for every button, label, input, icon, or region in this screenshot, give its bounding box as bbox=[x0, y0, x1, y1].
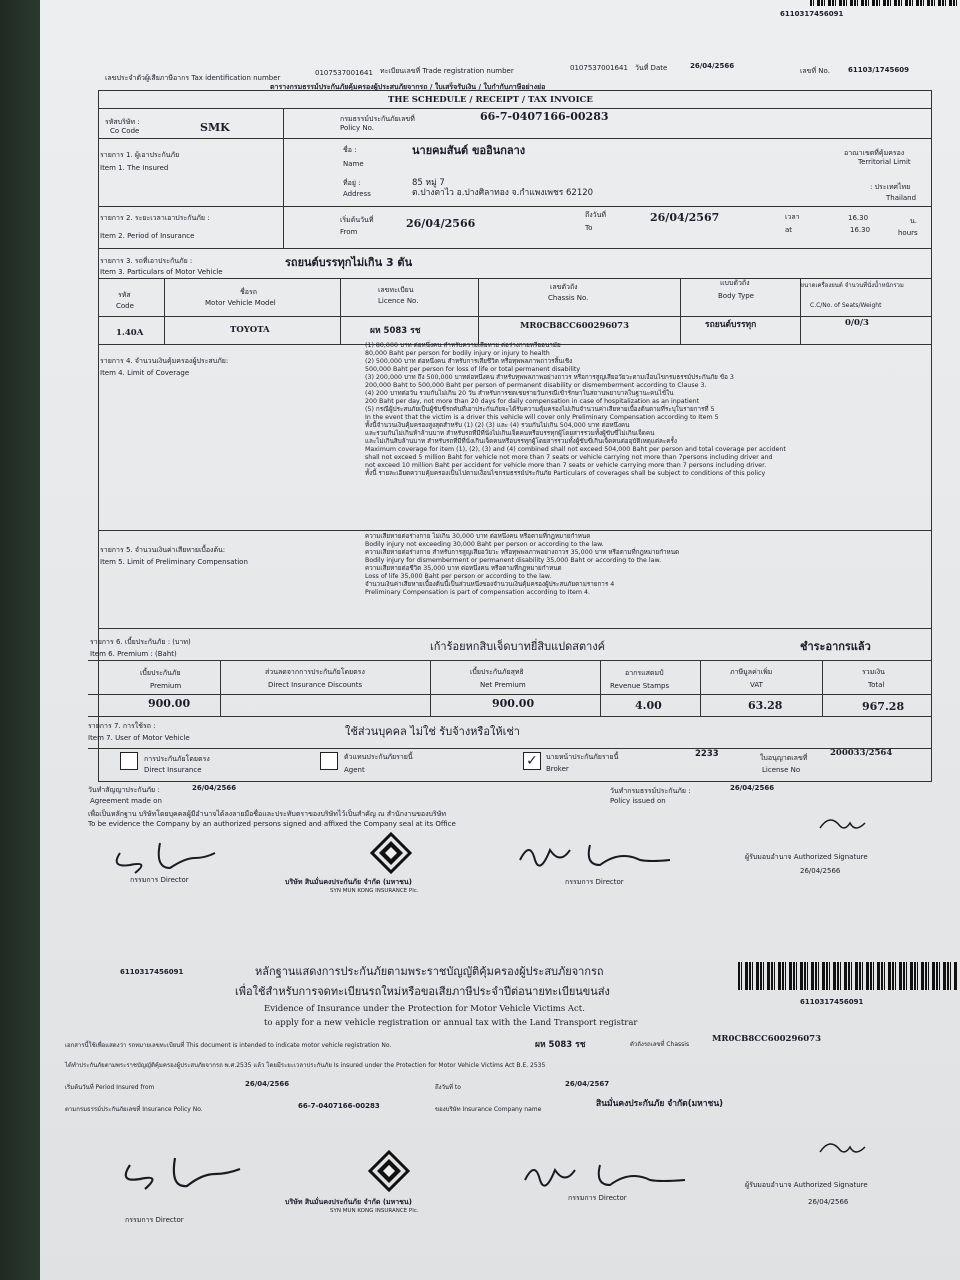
time-to: 16.30 bbox=[850, 226, 871, 234]
vehicle-col-header-engine-en: C.C/No. of Seats/Weight bbox=[810, 302, 882, 309]
territory-country-en: Thailand bbox=[886, 194, 917, 202]
broker-label-th: นายหน้าประกันภัยรายนี้ bbox=[546, 753, 619, 761]
direct-insurance-label-th: การประกันภัยโดยตรง bbox=[144, 755, 210, 763]
divider bbox=[283, 108, 284, 138]
item4-label-en: Item 4. Limit of Coverage bbox=[100, 369, 190, 377]
vehicle-col-header-licence-en: Licence No. bbox=[378, 297, 419, 305]
agreement-made-label-th: วันทำสัญญาประกันภัย : bbox=[88, 786, 160, 794]
coverage-line: (5) กรณีผู้ประสบภัยเป็นผู้ขับขี่รถคันที่เอาประกันภัยจะได้รับความคุ้มครองไม่เกินจำนวนค่าเสียหายเบื้องต้นตามที่ระบุในรายการที่ 5 bbox=[365, 406, 715, 413]
time-from: 16.30 bbox=[848, 214, 869, 222]
coverage-line: (1) 80,000 บาท ต่อหนึ่งคน สำหรับความเสียหาย ต่อร่างกายหรืออนามัย bbox=[365, 342, 561, 349]
vat-col-header-en: VAT bbox=[750, 681, 763, 689]
time-unit-th: น. bbox=[910, 217, 918, 225]
vat-value: 63.28 bbox=[748, 699, 783, 712]
policy-no-label-en: Policy No. bbox=[340, 124, 374, 132]
divider bbox=[283, 206, 284, 248]
header-date: 26/04/2566 bbox=[690, 62, 735, 70]
preliminary-line: Bodily injury for dismemberment or permanent disability 35,000 Baht or according to the law. bbox=[365, 557, 662, 564]
broker-checkbox[interactable] bbox=[523, 752, 541, 770]
director-signature-2 bbox=[510, 830, 690, 880]
territory-label-en: Territorial Limit bbox=[858, 158, 911, 166]
address-line-2: ต.ปางตาไว อ.ปางศิลาทอง จ.กำแพงเพชร 62120 bbox=[412, 188, 594, 198]
item6-label-th: รายการ 6. เบี้ยประกันภัย : (บาท) bbox=[90, 638, 191, 646]
cert-registration-value: ผห 5083 รช bbox=[535, 1040, 586, 1050]
divider bbox=[98, 530, 932, 531]
vehicle-col-header-engine-th: ขนาดเครื่องยนต์ จำนวนที่นั่งน้ำหนักรวม bbox=[800, 282, 904, 289]
net-premium-col-header-en: Net Premium bbox=[480, 681, 526, 689]
cert-authorized-signature-label: ผู้รับมอบอำนาจ Authorized Signature bbox=[745, 1181, 868, 1189]
co-code-label-th: รหัสบริษัท : bbox=[105, 118, 140, 126]
item1-label-en: Item 1. The Insured bbox=[100, 164, 169, 172]
director-label-2: กรรมการ Director bbox=[565, 878, 624, 886]
divider bbox=[478, 278, 479, 344]
vehicle-use: ใช้ส่วนบุคคล ไม่ใช่ รับจ้างหรือให้เช่า bbox=[345, 725, 520, 738]
divider bbox=[680, 278, 681, 344]
vehicle-col-header-licence-th: เลขทะเบียน bbox=[378, 286, 414, 294]
cert-company-name-en: SYN MUN KONG INSURANCE Plc. bbox=[330, 1208, 419, 1214]
vehicle-col-header-chassis-th: เลขตัวถัง bbox=[550, 283, 578, 291]
preliminary-lines bbox=[365, 533, 679, 597]
preliminary-line: ความเสียหายต่อชีวิต 35,000 บาท ต่อหนึ่งคน หรือตามที่กฎหมายกำหนด bbox=[365, 565, 562, 572]
name-label-en: Name bbox=[343, 160, 364, 168]
tax-id-value: 0107537001641 bbox=[315, 69, 373, 77]
divider bbox=[88, 748, 932, 749]
policy-issued-date: 26/04/2566 bbox=[730, 784, 775, 792]
top-barcode bbox=[810, 0, 960, 6]
tax-id-label: เลขประจำตัวผู้เสียภาษีอากร Tax identification number bbox=[105, 74, 281, 82]
stamps-col-header-en: Revenue Stamps bbox=[610, 682, 670, 690]
time-label-th: เวลา bbox=[785, 213, 800, 221]
coverage-line: 500,000 Baht per person for loss of life or total permanent disability bbox=[365, 366, 581, 373]
vat-col-header-th: ภาษีมูลค่าเพิ่ม bbox=[730, 668, 773, 676]
top-barcode-number: 6110317456091 bbox=[780, 10, 844, 18]
direct-insurance-checkbox[interactable] bbox=[120, 752, 138, 770]
coverage-line: และไม่เกินสิบล้านบาท สำหรับรถที่มีที่นั่งเกินเจ็ดคนหรือบรรทุกผู้โดยสารรวมทั้งผู้ขับขี่เกินเจ็ดคนต่ออุบัติเหตุแต่ละครั้ง bbox=[365, 438, 677, 445]
certificate-title-th-1: หลักฐานแสดงการประกันภัยตามพระราชบัญญัติคุ้มครองผู้ประสบภัยจากรถ bbox=[255, 965, 604, 978]
premium-col-header-en: Premium bbox=[150, 682, 182, 690]
cert-company-value: สินมั่นคงประกันภัย จำกัด(มหาชน) bbox=[596, 1099, 724, 1109]
divider bbox=[88, 694, 932, 695]
stamp-duty-paid: ชำระอากรแล้ว bbox=[800, 640, 871, 653]
divider bbox=[98, 138, 932, 139]
authorized-date: 26/04/2566 bbox=[800, 867, 841, 875]
divider bbox=[822, 660, 823, 716]
vehicle-col-header-chassis-en: Chassis No. bbox=[548, 294, 589, 302]
preliminary-line: Preliminary Compensation is part of compensation according to Item 4. bbox=[365, 589, 591, 596]
cert-to-value: 26/04/2567 bbox=[565, 1080, 610, 1088]
premium-in-words: เก้าร้อยหกสิบเจ็ดบาทยี่สิบแปดสตางค์ bbox=[430, 640, 606, 653]
preliminary-line: ความเสียหายต่อร่างกาย สำหรับการสูญเสียอวัยวะ หรือทุพพลภาพอย่างถาวร 35,000 บาท หรือตามที่กฎหมายกำหนด bbox=[365, 549, 680, 556]
check-mark-icon: ✓ bbox=[526, 753, 538, 769]
agent-label-th: ตัวแทนประกันภัยรายนี้ bbox=[344, 753, 413, 761]
coverage-line: Maximum coverage for item (1), (2), (3) and (4) combined shall not exceed 504,000 Baht per person and total coverage per accident bbox=[365, 446, 786, 453]
divider bbox=[164, 278, 165, 344]
coverage-line: ทั้งนี้จำนวนเงินคุ้มครองสูงสุดสำหรับ (1) (2) (3) และ (4) รวมกันไม่เกิน 504,000 บาท ต่อหนึ่งคน bbox=[365, 422, 630, 429]
broker-number: 2233 bbox=[695, 749, 719, 759]
item2-label-th: รายการ 2. ระยะเวลาเอาประกันภัย : bbox=[100, 214, 210, 222]
coverage-line: 200,000 Baht to 500,000 Baht per person of permanent disability or dismemberment according to Clause 3. bbox=[365, 382, 707, 389]
direct-insurance-label-en: Direct Insurance bbox=[144, 766, 202, 774]
policy-issued-label-th: วันทำกรมธรรม์ประกันภัย : bbox=[610, 787, 691, 795]
agent-checkbox[interactable] bbox=[320, 752, 338, 770]
coverage-line: และรวมกันไม่เกินห้าล้านบาท สำหรับรถที่มีที่นั่งไม่เกินเจ็ดคนหรือบรรทุกผู้โดยสารรวมทั้งผู้ขับขี่ไม่เกินเจ็ดคน bbox=[365, 430, 655, 437]
vehicle-model: TOYOTA bbox=[230, 325, 270, 335]
certificate-title-en-2: to apply for a new vehicle registration or annual tax with the Land Transport registrar bbox=[264, 1018, 638, 1028]
net-premium-col-header-th: เบี้ยประกันภัยสุทธิ bbox=[470, 668, 524, 676]
certificate-title-en-1: Evidence of Insurance under the Protection for Motor Vehicle Victims Act. bbox=[264, 1004, 585, 1014]
certificate-number-left: 6110317456091 bbox=[120, 968, 184, 976]
agent-label-en: Agent bbox=[344, 766, 365, 774]
item2-label-en: Item 2. Period of Insurance bbox=[100, 232, 195, 240]
to-label-en: To bbox=[585, 224, 593, 232]
vehicle-col-header-code-en: Code bbox=[116, 302, 134, 310]
coverage-line: 200 Baht per day, not more than 20 days for daily compensation in case of hospitalization as an inpatient bbox=[365, 398, 700, 405]
preliminary-line: จำนวนเงินค่าเสียหายเบื้องต้นนี้เป็นส่วนหนึ่งของจำนวนเงินคุ้มครองผู้ประสบภัยตามรายการ 4 bbox=[365, 581, 615, 588]
divider bbox=[88, 660, 932, 661]
director-signature-1 bbox=[100, 828, 250, 878]
preliminary-line: ความเสียหายต่อร่างกาย ไม่เกิน 30,000 บาท ต่อหนึ่งคน หรือตามที่กฎหมายกำหนด bbox=[365, 533, 591, 540]
broker-label-en: Broker bbox=[546, 765, 569, 773]
cert-act-line: ได้ทำประกันภัยตามพระราชบัญญัติคุ้มครองผู้ประสบภัยจากรถ พ.ศ.2535 แล้ว โดยมีระยะเวลาประกันภัย Is insured under the Protection for Motor Vehicle Victims Act B.E. 2535 bbox=[65, 1062, 546, 1069]
vehicle-engine: 0/0/3 bbox=[845, 318, 869, 328]
item6-label-en: Item 6. Premium : (Baht) bbox=[90, 650, 177, 658]
divider bbox=[220, 660, 221, 716]
total-col-header-en: Total bbox=[868, 681, 885, 689]
vehicle-col-header-model-en: Motor Vehicle Model bbox=[205, 299, 276, 307]
vehicle-type: รถยนต์บรรทุกไม่เกิน 3 ตัน bbox=[285, 256, 413, 269]
policy-no-value: 66-7-0407166-00283 bbox=[480, 110, 609, 123]
divider bbox=[430, 660, 431, 716]
cert-authorized-date: 26/04/2566 bbox=[808, 1198, 849, 1206]
period-to: 26/04/2567 bbox=[650, 211, 720, 224]
period-from: 26/04/2566 bbox=[406, 217, 476, 230]
cert-director-label-2: กรรมการ Director bbox=[568, 1194, 627, 1202]
director-label-1: กรรมการ Director bbox=[130, 876, 189, 884]
cert-registration-label: เอกสารนี้ใช้เพื่อแสดงว่า รถหมายเลขทะเบียนที่ This document is intended to indicate motor vehicle registration No. bbox=[65, 1042, 392, 1049]
evidence-text-en: To be evidence the Company by an authorized persons signed and affixed the Company seal at its Office bbox=[88, 820, 456, 828]
schedule-title-th: ตารางกรมธรรม์ประกันภัยคุ้มครองผู้ประสบภัยจากรถ / ใบเสร็จรับเงิน / ใบกำกับภาษีอย่างย่อ bbox=[270, 83, 546, 91]
company-name-th: บริษัท สินมั่นคงประกันภัย จำกัด (มหาชน) bbox=[285, 878, 412, 886]
coverage-line: not exceed 10 million Baht per accident for vehicle more than 7 seats or vehicle carrying more than 7 persons including driver. bbox=[365, 462, 767, 469]
coverage-line: (3) 200,000 บาท ถึง 500,000 บาทต่อหนึ่งคน สำหรับทุพพลภาพอย่างถาวร หรือการสูญเสียอวัยวะตามเงื่อนไขกรมธรรม์ประกันภัย ข้อ 3 bbox=[365, 374, 734, 381]
territory-label-th: อาณาเขตที่คุ้มครอง bbox=[844, 149, 905, 157]
coverage-line: (4) 200 บาทต่อวัน รวมกันไม่เกิน 20 วัน สำหรับการชดเชยรายวันกรณีเข้ารักษาในสถานพยาบาลในฐานะคนไข้ใน bbox=[365, 390, 674, 397]
cert-director-signature-1 bbox=[105, 1140, 265, 1200]
revenue-stamps-value: 4.00 bbox=[635, 699, 662, 712]
certificate-title-th-2: เพื่อใช้สำหรับการจดทะเบียนรถใหม่หรือขอเสียภาษีประจำปีต่อนายทะเบียนขนส่ง bbox=[235, 985, 610, 998]
divider bbox=[600, 660, 601, 716]
company-logo-icon bbox=[370, 832, 412, 874]
certificate-number-right: 6110317456091 bbox=[800, 998, 864, 1006]
cert-from-label: เริ่มต้นวันที่ Period Insured from bbox=[65, 1084, 155, 1091]
divider bbox=[340, 278, 341, 344]
name-label-th: ชื่อ : bbox=[343, 146, 357, 154]
cert-company-logo-icon bbox=[368, 1150, 410, 1192]
preliminary-line: Loss of life 35,000 Baht per person or according to the law. bbox=[365, 573, 552, 580]
cert-to-label: ถึงวันที่ to bbox=[435, 1084, 461, 1091]
time-unit-en: hours bbox=[898, 229, 918, 237]
company-name-en: SYN MUN KONG INSURANCE Plc. bbox=[330, 888, 419, 894]
license-label-th: ใบอนุญาตเลขที่ bbox=[760, 754, 808, 762]
insurance-document-page bbox=[40, 0, 960, 1280]
total-col-header-th: รวมเงิน bbox=[862, 668, 885, 676]
divider bbox=[98, 316, 932, 317]
vehicle-col-header-code-th: รหัส bbox=[118, 291, 131, 299]
vehicle-body-type: รถยนต์บรรทุก bbox=[705, 320, 757, 330]
vehicle-licence: ผห 5083 รช bbox=[370, 326, 421, 336]
coverage-line: 80,000 Baht per person for bodily injury or injury to health bbox=[365, 350, 550, 357]
stamps-col-header-th: อากรแสตมป์ bbox=[625, 669, 664, 677]
divider bbox=[88, 716, 932, 717]
evidence-text-th: เพื่อเป็นหลักฐาน บริษัทโดยบุคคลผู้มีอำนาจได้ลงลายมือชื่อและประทับตราของบริษัทไว้เป็นสำคัญ ณ สำนักงานของบริษัท bbox=[88, 810, 446, 818]
schedule-title-en: THE SCHEDULE / RECEIPT / TAX INVOICE bbox=[388, 95, 593, 105]
license-label-en: License No bbox=[762, 766, 801, 774]
certificate-barcode bbox=[738, 962, 958, 990]
preliminary-line: Bodily injury not exceeding 30,000 Baht per person or according to the law. bbox=[365, 541, 604, 548]
co-code-value: SMK bbox=[200, 121, 230, 134]
vehicle-code: 1.40A bbox=[116, 328, 144, 338]
time-label-en: at bbox=[785, 226, 793, 234]
item3-label-th: รายการ 3. รถที่เอาประกันภัย : bbox=[100, 257, 193, 265]
vehicle-col-header-body-en: Body Type bbox=[718, 292, 754, 300]
discount-col-header-th: ส่วนลดจากการประกันภัยโดยตรง bbox=[265, 668, 365, 676]
cert-company-name-th: บริษัท สินมั่นคงประกันภัย จำกัด (มหาชน) bbox=[285, 1198, 412, 1206]
co-code-label-en: Co Code bbox=[110, 127, 140, 135]
trade-reg-value: 0107537001641 bbox=[570, 64, 628, 72]
vehicle-chassis: MR0CB8CC600296073 bbox=[520, 321, 630, 331]
premium-col-header-th: เบี้ยประกันภัย bbox=[140, 669, 181, 677]
authorized-signature-label: ผู้รับมอบอำนาจ Authorized Signature bbox=[745, 853, 868, 861]
to-label-th: ถึงวันที่ bbox=[585, 211, 606, 219]
policy-issued-label-en: Policy issued on bbox=[610, 797, 666, 805]
vehicle-col-header-body-th: แบบตัวถัง bbox=[720, 279, 750, 287]
total-value: 967.28 bbox=[862, 700, 905, 713]
discount-col-header-en: Direct Insurance Discounts bbox=[268, 681, 363, 689]
address-line-1: 85 หมู่ 7 bbox=[412, 178, 445, 188]
authorized-signature bbox=[810, 808, 870, 838]
item7-label-en: Item 7. User of Motor Vehicle bbox=[88, 734, 190, 742]
item7-label-th: รายการ 7. การใช้รถ : bbox=[88, 722, 156, 730]
cert-from-value: 26/04/2566 bbox=[245, 1080, 290, 1088]
cert-company-label: ของบริษัท Insurance Company name bbox=[435, 1106, 542, 1113]
doc-no-label: เลขที่ No. bbox=[800, 67, 830, 75]
coverage-line: ทั้งนี้ รายละเอียดความคุ้มครองเป็นไปตามเงื่อนไขกรมธรรม์ประกันภัย Particulars of coverages shall be subject to conditions of this policy bbox=[365, 470, 766, 477]
divider bbox=[283, 138, 284, 206]
address-label-en: Address bbox=[343, 190, 371, 198]
from-label-en: From bbox=[340, 228, 358, 236]
item3-label-en: Item 3. Particulars of Motor Vehicle bbox=[100, 268, 223, 276]
agreement-made-label-en: Agreement made on bbox=[90, 797, 162, 805]
item1-label-th: รายการ 1. ผู้เอาประกันภัย bbox=[100, 151, 180, 159]
divider bbox=[98, 108, 932, 109]
divider bbox=[98, 628, 932, 629]
cert-chassis-value: MR0CB8CC600296073 bbox=[712, 1034, 822, 1044]
from-label-th: เริ่มต้นวันที่ bbox=[340, 216, 374, 224]
cert-policy-label: ตามกรมธรรม์ประกันภัยเลขที่ Insurance Policy No. bbox=[65, 1106, 203, 1113]
divider bbox=[98, 248, 932, 249]
address-label-th: ที่อยู่ : bbox=[343, 179, 361, 187]
policy-no-label-th: กรมธรรม์ประกันภัยเลขที่ bbox=[340, 115, 415, 123]
agreement-made-date: 26/04/2566 bbox=[192, 784, 237, 792]
divider bbox=[98, 278, 932, 279]
cert-director-label-1: กรรมการ Director bbox=[125, 1216, 184, 1224]
cert-chassis-label: ตัวถังรถเลขที่ Chassis bbox=[630, 1041, 690, 1048]
item5-label-en: Item 5. Limit of Preliminary Compensation bbox=[100, 558, 248, 566]
coverage-line: shall not exceed 5 million Baht for vehicle not more than 7 seats or vehicle carrying not more than 7persons including driver and bbox=[365, 454, 773, 461]
net-premium-value: 900.00 bbox=[492, 697, 535, 710]
coverage-line: In the event that the victim is a driver this vehicle will cover only Preliminary Compensation according to Item 5 bbox=[365, 414, 719, 421]
territory-country-th: : ประเทศไทย bbox=[870, 183, 911, 191]
coverage-lines bbox=[365, 342, 786, 478]
cert-policy-value: 66-7-0407166-00283 bbox=[298, 1102, 380, 1110]
cert-authorized-signature bbox=[810, 1132, 870, 1162]
item5-label-th: รายการ 5. จำนวนเงินค่าเสียหายเบื้องต้น: bbox=[100, 546, 226, 554]
vehicle-col-header-model-th: ชื่อรถ bbox=[240, 288, 257, 296]
trade-reg-label: ทะเบียนเลขที่ Trade registration number bbox=[380, 67, 514, 75]
divider bbox=[98, 206, 932, 207]
date-label: วันที่ Date bbox=[635, 64, 668, 72]
insured-name: นายคมสันต์ ขออินกลาง bbox=[412, 144, 526, 157]
doc-no-value: 61103/1745609 bbox=[848, 66, 910, 74]
divider bbox=[700, 660, 701, 716]
item4-label-th: รายการ 4. จำนวนเงินคุ้มครองผู้ประสบภัย: bbox=[100, 357, 229, 365]
license-number: 200033/2564 bbox=[830, 748, 893, 758]
coverage-line: (2) 500,000 บาท ต่อหนึ่งคน สำหรับการเสียชีวิต หรือทุพพลภาพถาวรสิ้นเชิง bbox=[365, 358, 573, 365]
premium-value: 900.00 bbox=[148, 697, 191, 710]
